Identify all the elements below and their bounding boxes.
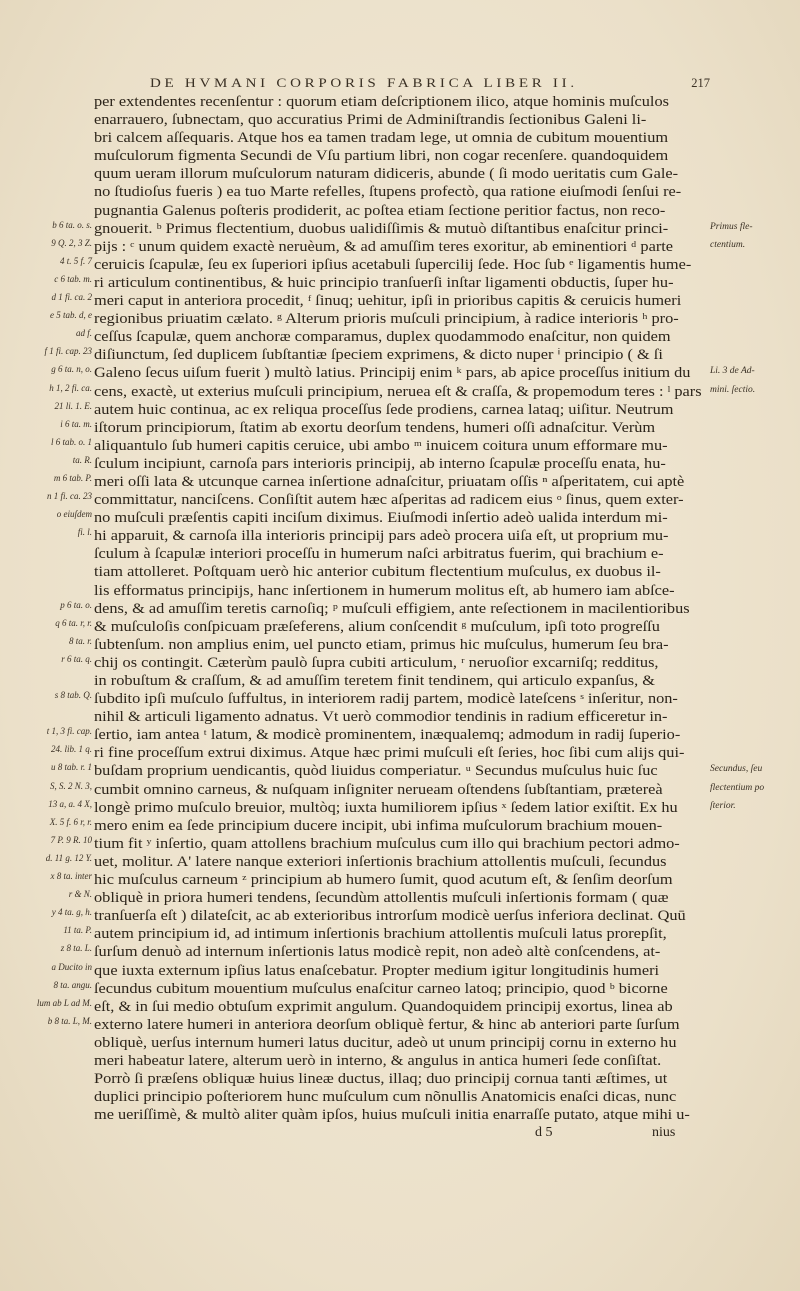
line-text: meri caput in anteriora procedit, ᶠ ſinuq; uehitur, ipſi in prioribus capitis & ceruicis humeri [94,293,682,310]
line-text: autem principium id, ad intimum inſertionis brachium attollentis muſculi latus prorepſit, [94,926,667,943]
text-line [94,582,704,600]
text-line [94,1052,704,1070]
left-margin-note: 7 P. 9 R. 10 [50,834,92,845]
left-margin-note: 8 ta. r. [68,635,92,646]
line-text: per extendentes recenſentur : quorum etiam deſcriptionem ilico, atque hominis muſculos [94,94,669,110]
line-text: Galeno ſecus uiſum fuerit ) multò latius. Principij enim ᵏ pars, ab apice proceſſus initium du [94,365,691,382]
left-margin-note: lum ab L ad M. [36,997,92,1008]
line-text: nihil & articuli ligamento adnatus. Vt uerò commodior tendinis in radium efficeretur in- [94,709,668,726]
text-line [54,400,704,419]
catchword: nius [652,1125,676,1140]
text-line [51,237,746,256]
text-line [60,943,704,961]
text-line [50,310,704,328]
running-title: DE HVMANI CORPORIS FABRICA LIBER II. [150,76,578,90]
text-line [54,690,704,708]
line-text: in robuſtum & craſſum, & ad amuſſim teretem finit tendinem, qui articulo expanſus, & [94,673,655,689]
text-line [50,762,763,780]
text-line [53,979,704,998]
text-line [48,798,736,817]
left-margin-note: S, S. 2 N. 3, [49,780,92,791]
text-line [94,129,704,147]
left-margin-note: g 6 ta. n, o. [51,364,92,375]
text-line [94,563,704,581]
line-text: enarrauero, ſubnectam, quo accuratius Primi de Adminiſtrandis ſectionibus Galeni li- [94,112,647,129]
text-line [55,617,704,636]
left-margin-note: 24. lib. 1 q. [50,744,92,755]
text-line [49,382,756,401]
line-text: & muſculoſis conſpicuam præſeferens, alium conſcendit ᵍ muſculum, ipſi toto progreſſu [94,618,660,635]
left-margin-note: d. 11 g. 12 Y. [45,852,92,863]
line-text: mero enim ea ſede principium ducere incipit, ubi infima muſculorum brachium mouen- [94,817,663,834]
line-text: ceſſus ſcapulæ, quem anchoræ comparamus, duplex quodammodo enaſcitur, non quidem [94,329,671,346]
text-line [50,871,704,889]
text-line [68,635,704,654]
text-line [44,346,704,364]
left-margin-note: a Ducito in [51,961,92,972]
text-line [94,165,704,183]
line-text: ſecundus cubitum mouentium muſculus enaſcitur carneo latoq; principio, quod ᵇ bicorne [94,980,668,997]
left-margin-note: 8 ta. angu. [53,979,92,990]
right-margin-note: ctentium. [710,239,746,250]
text-line [46,726,704,744]
line-text: me ueriſſimè, & multò aliter quàm ipſos, huius muſculi initia enarraſſe putato, atque mihi u- [94,1107,690,1124]
line-text: iſtorum principiorum, ſtatim ab exortu deorſum tendens, humeri oſſi adnaſcitur. Verùm [94,419,656,436]
left-margin-note: y 4 ta. g, h. [51,907,92,918]
line-text: eſt, & in ſui medio obtuſum exprimit angulum. Quandoquidem principij exortus, linea ab [94,998,673,1015]
right-margin-note: mini. ſectio. [710,384,756,395]
text-line [59,255,704,274]
text-line [50,834,704,853]
left-margin-note: 11 ta. P. [63,925,92,936]
line-text: chij os contingit. Cæterùm paulò ſupra cubiti articulum, ʳ neruoſior excarniſq; redditus, [94,654,659,671]
text-line [94,147,704,165]
line-text: committatur, nanciſcens. Conſiſtit autem hæc aſperitas ad radicem eius ᵒ ſinus, quem exter- [94,492,684,509]
text-line [54,273,704,292]
line-text: hic muſculus carneum ᶻ principium ab humero ſumit, quod acutum eſt, & ſenſim deorſum [94,872,673,889]
text-line [63,925,704,943]
right-margin-note: flectentium po [710,782,765,793]
line-text: muſculorum figmenta Secundi de Vſu partium libri, non cogar recenſere. quandoquidem [94,148,669,165]
page-footer [520,1125,720,1143]
line-text: ſurſum denuò ad internum inſertionis latus modicè repit, non adeò altè conſcendens, at- [94,944,661,961]
text-line [94,672,704,690]
left-margin-note: q 6 ta. r, r. [55,617,92,628]
left-margin-note: p 6 ta. o. [60,599,92,610]
left-margin-note: X. 5 f. 6 r, r. [49,816,92,827]
line-text: gnouerit. ᵇ Primus flectentium, duobus ualidiſſimis & mutuò diſtantibus enaſcitur princi- [94,220,669,237]
left-margin-note: s 8 tab. Q. [54,690,92,701]
line-text: ſubtenſum. non amplius enim, uel puncto etiam, primus hic muſculus, humerum ſeu bra- [94,636,669,653]
text-line [75,328,704,346]
line-text: ſubdito ipſi muſculo ſuffultus, in interiorem radij partem, modicè lateſcens ˢ inſeritur, non- [94,691,678,708]
running-header [150,76,710,92]
left-margin-note: b 6 ta. o. s. [52,219,92,230]
text-line [47,491,704,509]
line-text: externo latere humeri in anteriora deorſum obliquè fertur, & hinc ab anteriori parte ſurſum [94,1016,680,1033]
left-margin-note: c 6 tab. m. [54,273,92,284]
line-text: cens, exactè, ut exterius muſculi principium, neruea eſt & craſſa, & propemodum teres : ˡ pars [94,383,702,400]
line-text: que iuxta externum ipſius latus enaſcebatur. Propter medium igitur longitudinis humeri [94,962,660,979]
line-text: pijs : ᶜ unum quidem exactè neruèum, & ad amuſſim teres exoritur, ab eminentiori ᵈ parte [94,238,674,255]
text-line [51,292,704,310]
line-text: tiam attolleret. Poſtquam uerò hic anterior cubitum flectentium muſculus, ex duobus il- [94,564,661,581]
text-line [72,454,704,473]
line-text: lis efformatus principijs, hanc inſertionem in humerum molitus eſt, ab humero iam abſce- [94,582,675,599]
text-line [49,816,704,835]
text-line [60,418,704,437]
line-text: obliquè, uerſus internum humeri latus ducitur, adeò ut unum principij cornu in externo hu [94,1034,677,1051]
line-text: cumbit omnino carneus, & nuſquam inſigniter nerueam oſtendens ſubſtantiam, prætereà [94,781,663,798]
left-margin-note: o eiuſdem [56,509,92,520]
text-line [60,599,704,618]
text-line [61,653,704,672]
line-text: longè primo muſculo breuior, multòq; iuxta humiliorem ipſius ˣ ſedem latior exiſtit. Ex hu [94,799,678,816]
left-margin-note: l 6 tab. o. 1 [50,436,92,447]
text-line [47,1015,704,1034]
line-text: no muſculi præſentis capiti inciſum diximus. Eiuſmodi inſertio adeò ualida interdum mi- [94,510,668,527]
left-margin-note: r 6 ta. q. [61,653,92,664]
line-text: tranſuerſa eſt ) dilateſcit, ac ab exterioribus introrſum modicè uerſus inferiora declinat. Quū [94,908,686,925]
text-line [51,907,704,925]
left-margin-note: i 6 ta. m. [60,418,92,429]
line-text: meri habeatur latere, alterum uerò in interno, & angulus in antica humeri ſede conſiſtat. [94,1052,662,1069]
left-margin-note: n 1 fi. ca. 23 [47,491,92,502]
text-line [94,183,704,201]
right-margin-note: ſterior. [710,800,736,811]
text-line [94,202,704,220]
left-margin-note: 4 t. 5 f. 7 [59,255,92,266]
left-margin-note: r & N. [68,889,92,900]
text-line [56,509,704,527]
text-line [94,708,704,726]
left-margin-note: ta. R. [72,454,92,465]
line-text: obliquè in priora humeri tendens, ſecundùm attollentis muſculi inſertionis formam ( quæ [94,890,669,907]
left-margin-note: 13 a, a. 4 X, [48,798,92,809]
right-margin-note: Primus fle- [710,221,753,232]
left-margin-note: 21 li. 1. E. [54,400,92,411]
left-margin-note: t 1, 3 fi. cap. [46,726,92,737]
right-margin-note: Secundus, ſeu [710,764,763,775]
text-line [94,93,704,111]
left-margin-note: h 1, 2 fi. ca. [49,382,92,393]
text-line [94,111,704,129]
line-text: dens, & ad amuſſim teretis carnoſiq; ᵖ muſculi effigiem, ante reſectionem in macilentioribus [94,600,690,617]
line-text: hi apparuit, & carnoſa illa interioris principij pars adeò procera uiſa eſt, ut proprium mu- [94,528,669,545]
text-body [36,93,765,1124]
line-text: buſdam proprium uendicantis, quòd liuidus comperiatur. ᵘ Secundus muſculus huic ſuc [94,763,658,780]
text-line [94,1088,704,1106]
line-text: ſculum incipiunt, carnoſa pars interioris principij, ab interno ſcapulæ proceſſu enata, hu- [94,455,666,472]
right-margin-note: Li. 3 de Ad- [710,366,755,377]
text-line [94,1034,704,1052]
text-line [51,961,704,980]
left-margin-note: u 8 tab. r. 1 [50,762,92,773]
text-line [50,744,704,762]
line-text: meri oſſi lata & utcunque carnea inſertione adnaſcitur, priuatam oſſis ⁿ aſperitatem, cui aptè [94,473,685,490]
line-text: tium fit ʸ inſertio, quam attollens brachium muſculus cum illo qui brachium pectori admo- [94,835,680,852]
line-text: regionibus priuatim cælato. ᵍ Alterum prioris muſculi principium, à radice interioris ʰ pro- [94,311,679,328]
left-margin-note: fi. l. [77,527,92,538]
text-line [49,780,765,799]
line-text: ri articulum continentibus, & huic principio tranſuerſi inſtar ligamenti obductis, ſuper hu- [94,274,674,291]
text-line [77,527,704,545]
text-line [94,1070,704,1088]
text-line [51,364,755,382]
text-line [68,889,704,907]
text-line [52,219,753,238]
line-text: autem huic continua, ac ex reliqua proceſſus ſede prodiens, carnea lataq; uiſitur. Neutrum [94,401,674,418]
line-text: aliquantulo ſub humeri capitis ceruice, ubi ambo ᵐ inuicem coitura unum efformare mu- [94,437,668,454]
text-line [94,1106,704,1124]
line-text: ri fine proceſſum extrui diximus. Atque hæc primi muſculi eſt ſeries, hoc ſibi cum alijs qui- [94,745,685,762]
line-text: pugnantia Galenus poſteris prodiderit, ac poſtea etiam ſectione peritior factus, non reco- [94,202,666,219]
line-text: ſculum à ſcapulæ interiori proceſſu in humerum naſci arbitratus fuerim, qui brachium e- [94,546,664,563]
page-number: 217 [691,76,710,90]
line-text: Porrò ſi præſens obliquæ huius lineæ ductus, illaq; duo principij cornua tanti æſtimes, ut [94,1071,668,1088]
left-margin-note: m 6 tab. P. [53,472,92,483]
left-margin-note: x 8 ta. inter [50,871,92,882]
line-text: ſertio, iam antea ᵗ latum, & modicè prominentem, inæqualemq; admodum in radij ſuperio- [94,727,681,744]
line-text: ceruicis ſcapulæ, ſeu ex ſuperiori ipſius acetabuli ſupercilij ſede. Hoc ſub ᵉ ligamentis hume- [94,256,692,273]
text-line [36,997,704,1016]
left-margin-note: 9 Q. 2, 3 Z. [51,237,92,248]
left-margin-note: ad f. [75,328,92,339]
left-margin-note: d 1 fi. ca. 2 [51,292,92,303]
text-line [45,852,704,871]
line-text: bri calcem aſſequaris. Atque hos ea tamen tradam lege, ut omnia de cubitum mouentium [94,130,669,147]
left-margin-note: e 5 tab. d, e [50,310,92,321]
left-margin-note: z 8 ta. L. [60,943,92,954]
line-text: uet, molitur. A' latere nanque exteriori inſertionis brachium attollentis muſculi, ſecundus [94,853,667,870]
line-text: quum ueram illorum muſculorum naturam didiceris, abunde ( ſi modo ueritatis cum Gale- [94,166,679,183]
line-text: no ſtudioſus fueris ) ea tuo Marte refelles, ſtupens profectò, qua ratione eiuſmodi ſenſui re- [94,184,682,201]
left-margin-note: f 1 fi. cap. 23 [44,346,92,357]
text-line [94,545,704,563]
text-line [53,472,704,491]
line-text: duplici principio poſteriorem hunc muſculum cum nõnullis Anatomicis enaſci dicas, nunc [94,1089,677,1106]
line-text: diſiunctum, ſed duplicem ſubſtantiæ ſpeciem exprimens, & dicto nuper ⁱ principio ( & ſi [94,347,663,364]
text-line [50,436,704,455]
signature-mark: d 5 [535,1125,553,1140]
left-margin-note: b 8 ta. L, M. [47,1015,92,1026]
